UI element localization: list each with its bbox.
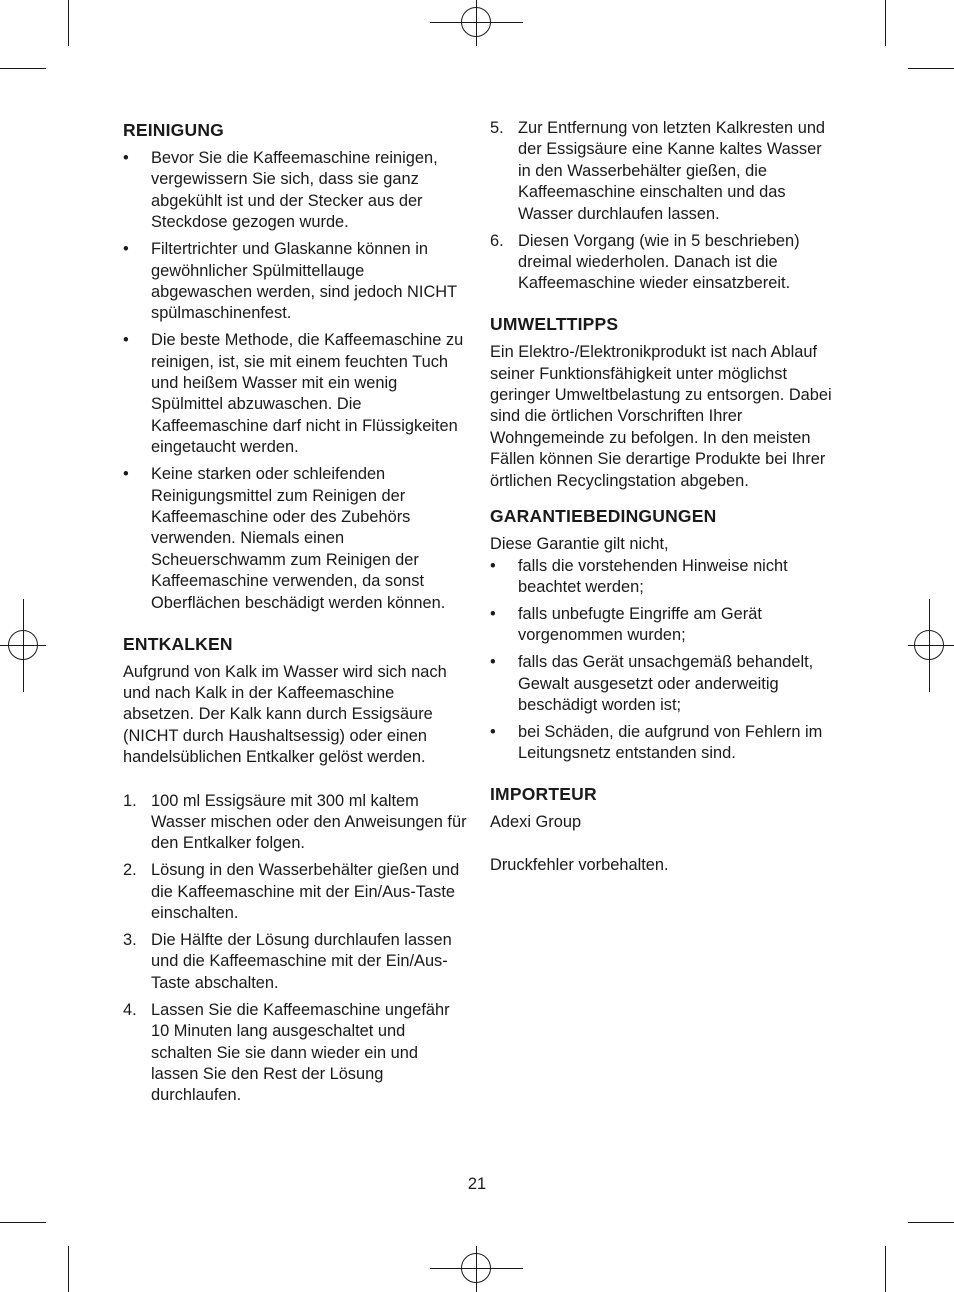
- entkalken-steps-continued: [490, 118, 835, 295]
- step-text: Lösung in den Wasserbehälter gießen und die Kaffeemaschine mit der Ein/Aus-Taste einschalten.: [151, 861, 460, 923]
- bullet: •: [490, 653, 496, 672]
- list-item: [123, 148, 468, 234]
- list-item-text: Die beste Methode, die Kaffeemaschine zu reinigen, ist, sie mit einem feuchten Tuch und heißem Wasser mit ein wenig Spülmittel abzuwaschen. Die Kaffeemaschine darf nicht in Flüssigkeiten eingetaucht werden.: [151, 331, 464, 457]
- section-umwelttipps: [490, 312, 835, 492]
- bullet: •: [490, 722, 496, 741]
- list-item: [490, 556, 835, 599]
- step-number: 3.: [123, 931, 137, 949]
- crop-mark-bl-h: [0, 1222, 46, 1223]
- step-number: 1.: [123, 791, 137, 810]
- list-item: [123, 239, 468, 325]
- crop-mark-tr-h: [908, 68, 954, 69]
- step-item: [490, 118, 835, 225]
- reg-mark-top-circle: [461, 7, 491, 37]
- step-text: 100 ml Essigsäure mit 300 ml kaltem Wasser mischen oder den Anweisungen für den Entkalker folgen.: [151, 791, 467, 853]
- garantie-intro: Diese Garantie gilt nicht,: [490, 535, 669, 554]
- crop-mark-br-h: [908, 1222, 954, 1223]
- crop-mark-tl-h: [0, 68, 46, 69]
- entkalken-intro: Aufgrund von Kalk im Wasser wird sich nach und nach Kalk in der Kaffeemaschine absetzen. Der Kalk kann durch Essigsäure (NICHT durch Haushaltsessig) oder einen handelsüblichen Entkalker gelöst werden.: [123, 662, 447, 767]
- heading-garantiebedingungen: GARANTIEBEDINGUNGEN: [490, 506, 717, 527]
- entkalken-steps: [123, 791, 468, 1107]
- step-number: 6.: [490, 231, 504, 250]
- left-column: [123, 118, 468, 1112]
- step-item: [490, 231, 835, 295]
- crop-mark-br-v: [885, 1246, 886, 1292]
- list-item-text: Filtertrichter und Glaskanne können in gewöhnlicher Spülmittellauge abgewaschen werden, sind jedoch NICHT spülmaschinenfest.: [151, 240, 457, 323]
- umwelttipps-text: Ein Elektro-/Elektronikprodukt ist nach Ablauf seiner Funktionsfähigkeit unter möglichst geringer Umweltbelastung zu entsorgen. Dabei sind die örtlichen Vorschriften Ihrer Wohngemeinde zu befolgen. In den meisten Fällen können Sie derartige Produkte bei Ihrer örtlichen Recyclingstation abgeben.: [490, 343, 832, 490]
- bullet: •: [123, 149, 129, 167]
- step-text: Diesen Vorgang (wie in 5 beschrieben) dreimal wiederholen. Danach ist die Kaffeemaschine wieder einsatzbereit.: [518, 231, 800, 293]
- list-item-text: falls die vorstehenden Hinweise nicht beachtet werden;: [518, 556, 788, 596]
- step-text: Lassen Sie die Kaffeemaschine ungefähr 10 Minuten lang ausgeschaltet und schalten Sie sie dann wieder ein und lassen Sie den Rest der Lösung durchlaufen.: [151, 1000, 450, 1105]
- step-number: 5.: [490, 119, 504, 137]
- bullet: •: [123, 240, 129, 259]
- list-item-text: bei Schäden, die aufgrund von Fehlern im Leitungsnetz entstanden sind.: [518, 722, 823, 763]
- bullet: •: [123, 465, 129, 484]
- bullet: •: [490, 556, 496, 575]
- importeur-company: Adexi Group: [490, 813, 582, 832]
- reg-mark-right-circle: [914, 630, 944, 660]
- step-text: Zur Entfernung von letzten Kalkresten und der Essigsäure eine Kanne kaltes Wasser in den Wasserbehälter gießen, die Kaffeemaschine einschalten und das Wasser durchlaufen lassen.: [518, 119, 826, 223]
- heading-umwelttipps: UMWELTTIPPS: [490, 314, 619, 335]
- garantie-list: [490, 556, 835, 765]
- heading-entkalken: ENTKALKEN: [123, 633, 233, 654]
- reinigung-list: [123, 148, 468, 614]
- section-importeur: [490, 782, 835, 876]
- bullet: •: [123, 331, 129, 350]
- section-reinigung: [123, 118, 468, 614]
- step-number: 2.: [123, 861, 137, 880]
- step-item: [123, 930, 468, 994]
- list-item-text: Bevor Sie die Kaffeemaschine reinigen, vergewissern Sie sich, dass sie ganz abgekühlt ist und der Stecker aus der Steckdose gezogen wurde.: [151, 149, 438, 232]
- list-item: [490, 652, 835, 716]
- section-garantiebedingungen: [490, 504, 835, 765]
- list-item-text: falls unbefugte Eingriffe am Gerät vorgenommen wurden;: [518, 604, 762, 645]
- list-item: [123, 330, 468, 458]
- reg-mark-left-circle: [8, 630, 38, 660]
- page-number: 21: [467, 1175, 487, 1193]
- step-number: 4.: [123, 1000, 137, 1019]
- list-item-text: Keine starken oder schleifenden Reinigungsmittel zum Reinigen der Kaffeemaschine oder des Zubehörs verwenden. Niemals einen Scheuerschwamm zum Reinigen der Kaffeemaschine verwenden, da sonst Oberflächen beschädigt werden können.: [151, 465, 446, 612]
- list-item: [490, 722, 835, 765]
- step-item: [123, 791, 468, 855]
- crop-mark-tr-v: [885, 0, 886, 46]
- step-item: [123, 860, 468, 924]
- crop-mark-tl-v: [68, 0, 69, 46]
- heading-importeur: IMPORTEUR: [490, 784, 597, 805]
- section-entkalken: [123, 632, 468, 1107]
- importeur-note: Druckfehler vorbehalten.: [490, 855, 669, 874]
- right-column: [490, 118, 835, 876]
- step-item: [123, 1000, 468, 1107]
- heading-reinigung: REINIGUNG: [123, 120, 224, 140]
- step-text: Die Hälfte der Lösung durchlaufen lassen und die Kaffeemaschine mit der Ein/Aus-Taste abschalten.: [151, 931, 452, 992]
- reg-mark-bottom-circle: [461, 1253, 491, 1283]
- list-item-text: falls das Gerät unsachgemäß behandelt, Gewalt ausgesetzt oder anderweitig beschädigt worden ist;: [518, 653, 814, 714]
- list-item: [490, 604, 835, 647]
- list-item: [123, 464, 468, 614]
- bullet: •: [490, 604, 496, 623]
- crop-mark-bl-v: [68, 1246, 69, 1292]
